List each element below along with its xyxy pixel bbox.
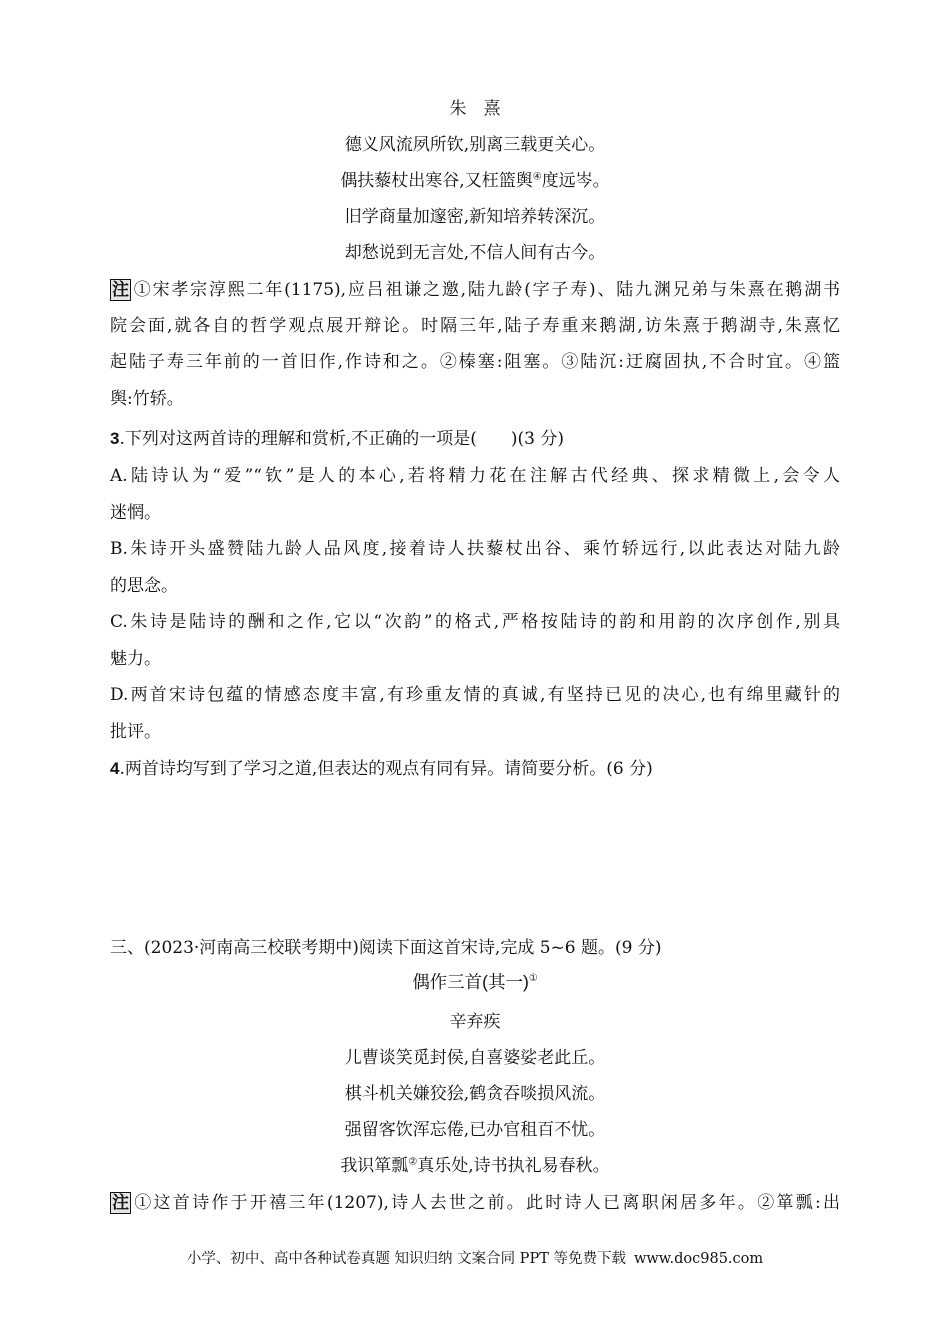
option-c-line-1: C.朱诗是陆诗的酬和之作,它以“次韵”的格式,严格按陆诗的韵和用韵的次序创作,别具	[110, 612, 840, 632]
option-d-line-2: 批评。	[110, 722, 161, 742]
page-footer	[0, 1247, 950, 1268]
note-label-1: 注	[112, 280, 129, 300]
note1-line-2: 院会面,就各自的哲学观点展开辩论。时隔三年,陆子寿重来鹅湖,访朱熹于鹅湖寺,朱熹忆	[110, 316, 840, 336]
question-4-number: 4	[110, 759, 120, 778]
poem1-author: 朱 熹	[449, 99, 501, 119]
note1-line-4: 舆:竹轿。	[110, 389, 184, 409]
question-3-number: 3	[110, 429, 120, 448]
poem1-line-2-b: 度远岑。	[541, 171, 610, 191]
note1-line-1	[110, 275, 840, 301]
poem1-line-2-a: 偶扶藜杖出寒谷,又枉篮舆	[340, 171, 533, 191]
question-3-text: .下列对这两首诗的理解和赏析,不正确的一项是( )(3 分)	[119, 429, 565, 449]
option-d-line-1: D.两首宋诗包蕴的情感态度丰富,有珍重友情的真诚,有坚持已见的决心,也有绵里藏针的	[110, 685, 840, 705]
poem2-line-1: 儿曹谈笑觅封侯,自喜婆娑老此丘。	[344, 1048, 606, 1068]
question-4-text: .两首诗均写到了学习之道,但表达的观点有同有异。请简要分析。(6 分)	[119, 759, 653, 779]
poem1-footnote-marker-4: ④	[532, 171, 542, 183]
poem2-title	[0, 969, 950, 994]
poem2-line-4-a: 我识箪瓢	[340, 1156, 409, 1176]
poem2-title-text: 偶作三首(其一)	[412, 972, 529, 992]
poem1-line-1: 德义风流夙所钦,别离三载更关心。	[344, 135, 606, 155]
note1-text-1: ①宋孝宗淳熙二年(1175),应吕祖谦之邀,陆九龄(字子寿)、陆九渊兄弟与朱熹在鹅湖书	[132, 280, 840, 300]
note2-text-1: ①这首诗作于开禧三年(1207),诗人去世之前。此时诗人已离职闲居多年。②箪瓢:出	[132, 1193, 840, 1213]
poem2-line-4-b: 真乐处,诗书执礼易春秋。	[417, 1156, 610, 1176]
poem1-line-4: 却愁说到无言处,不信人间有古今。	[344, 243, 606, 263]
section-3-heading: 三、(2023·河南高三校联考期中)阅读下面这首宋诗,完成 5~6 题。(9 分)	[110, 938, 662, 958]
option-a-line-2: 迷惘。	[110, 503, 161, 523]
poem2-line-2: 棋斗机关嫌狡狯,鹤贪吞啖损风流。	[344, 1084, 606, 1104]
poem2-footnote-marker-1: ①	[528, 973, 538, 985]
footer-text: 小学、初中、高中各种试卷真题 知识归纳 文案合同 PPT 等免费下载	[186, 1251, 626, 1267]
footer-url[interactable]: www.doc985.com	[633, 1251, 764, 1267]
poem2-footnote-marker-2: ②	[408, 1156, 418, 1168]
poem2-line-4	[0, 1151, 950, 1176]
poem1-line-3: 旧学商量加邃密,新知培养转深沉。	[344, 207, 606, 227]
option-b-line-1: B.朱诗开头盛赞陆九龄人品风度,接着诗人扶藜杖出谷、乘竹轿远行,以此表达对陆九龄	[110, 539, 840, 559]
question-3-stem	[110, 424, 840, 449]
poem2-author: 辛弃疾	[449, 1012, 501, 1032]
poem2-line-3: 强留客饮浑忘倦,已办官租百不忧。	[344, 1120, 606, 1140]
option-a-line-1: A.陆诗认为“爱”“钦”是人的本心,若将精力花在注解古代经典、探求精微上,会令人	[110, 466, 840, 486]
note1-line-3: 起陆子寿三年前的一首旧作,作诗和之。②榛塞:阻塞。③陆沉:迂腐固执,不合时宜。④篮	[110, 352, 840, 372]
question-4-stem	[110, 754, 840, 779]
option-b-line-2: 的思念。	[110, 576, 178, 596]
option-c-line-2: 魅力。	[110, 649, 161, 669]
note2-line-1	[110, 1188, 840, 1214]
poem1-line-2	[0, 166, 950, 191]
note-label-2: 注	[112, 1193, 129, 1213]
